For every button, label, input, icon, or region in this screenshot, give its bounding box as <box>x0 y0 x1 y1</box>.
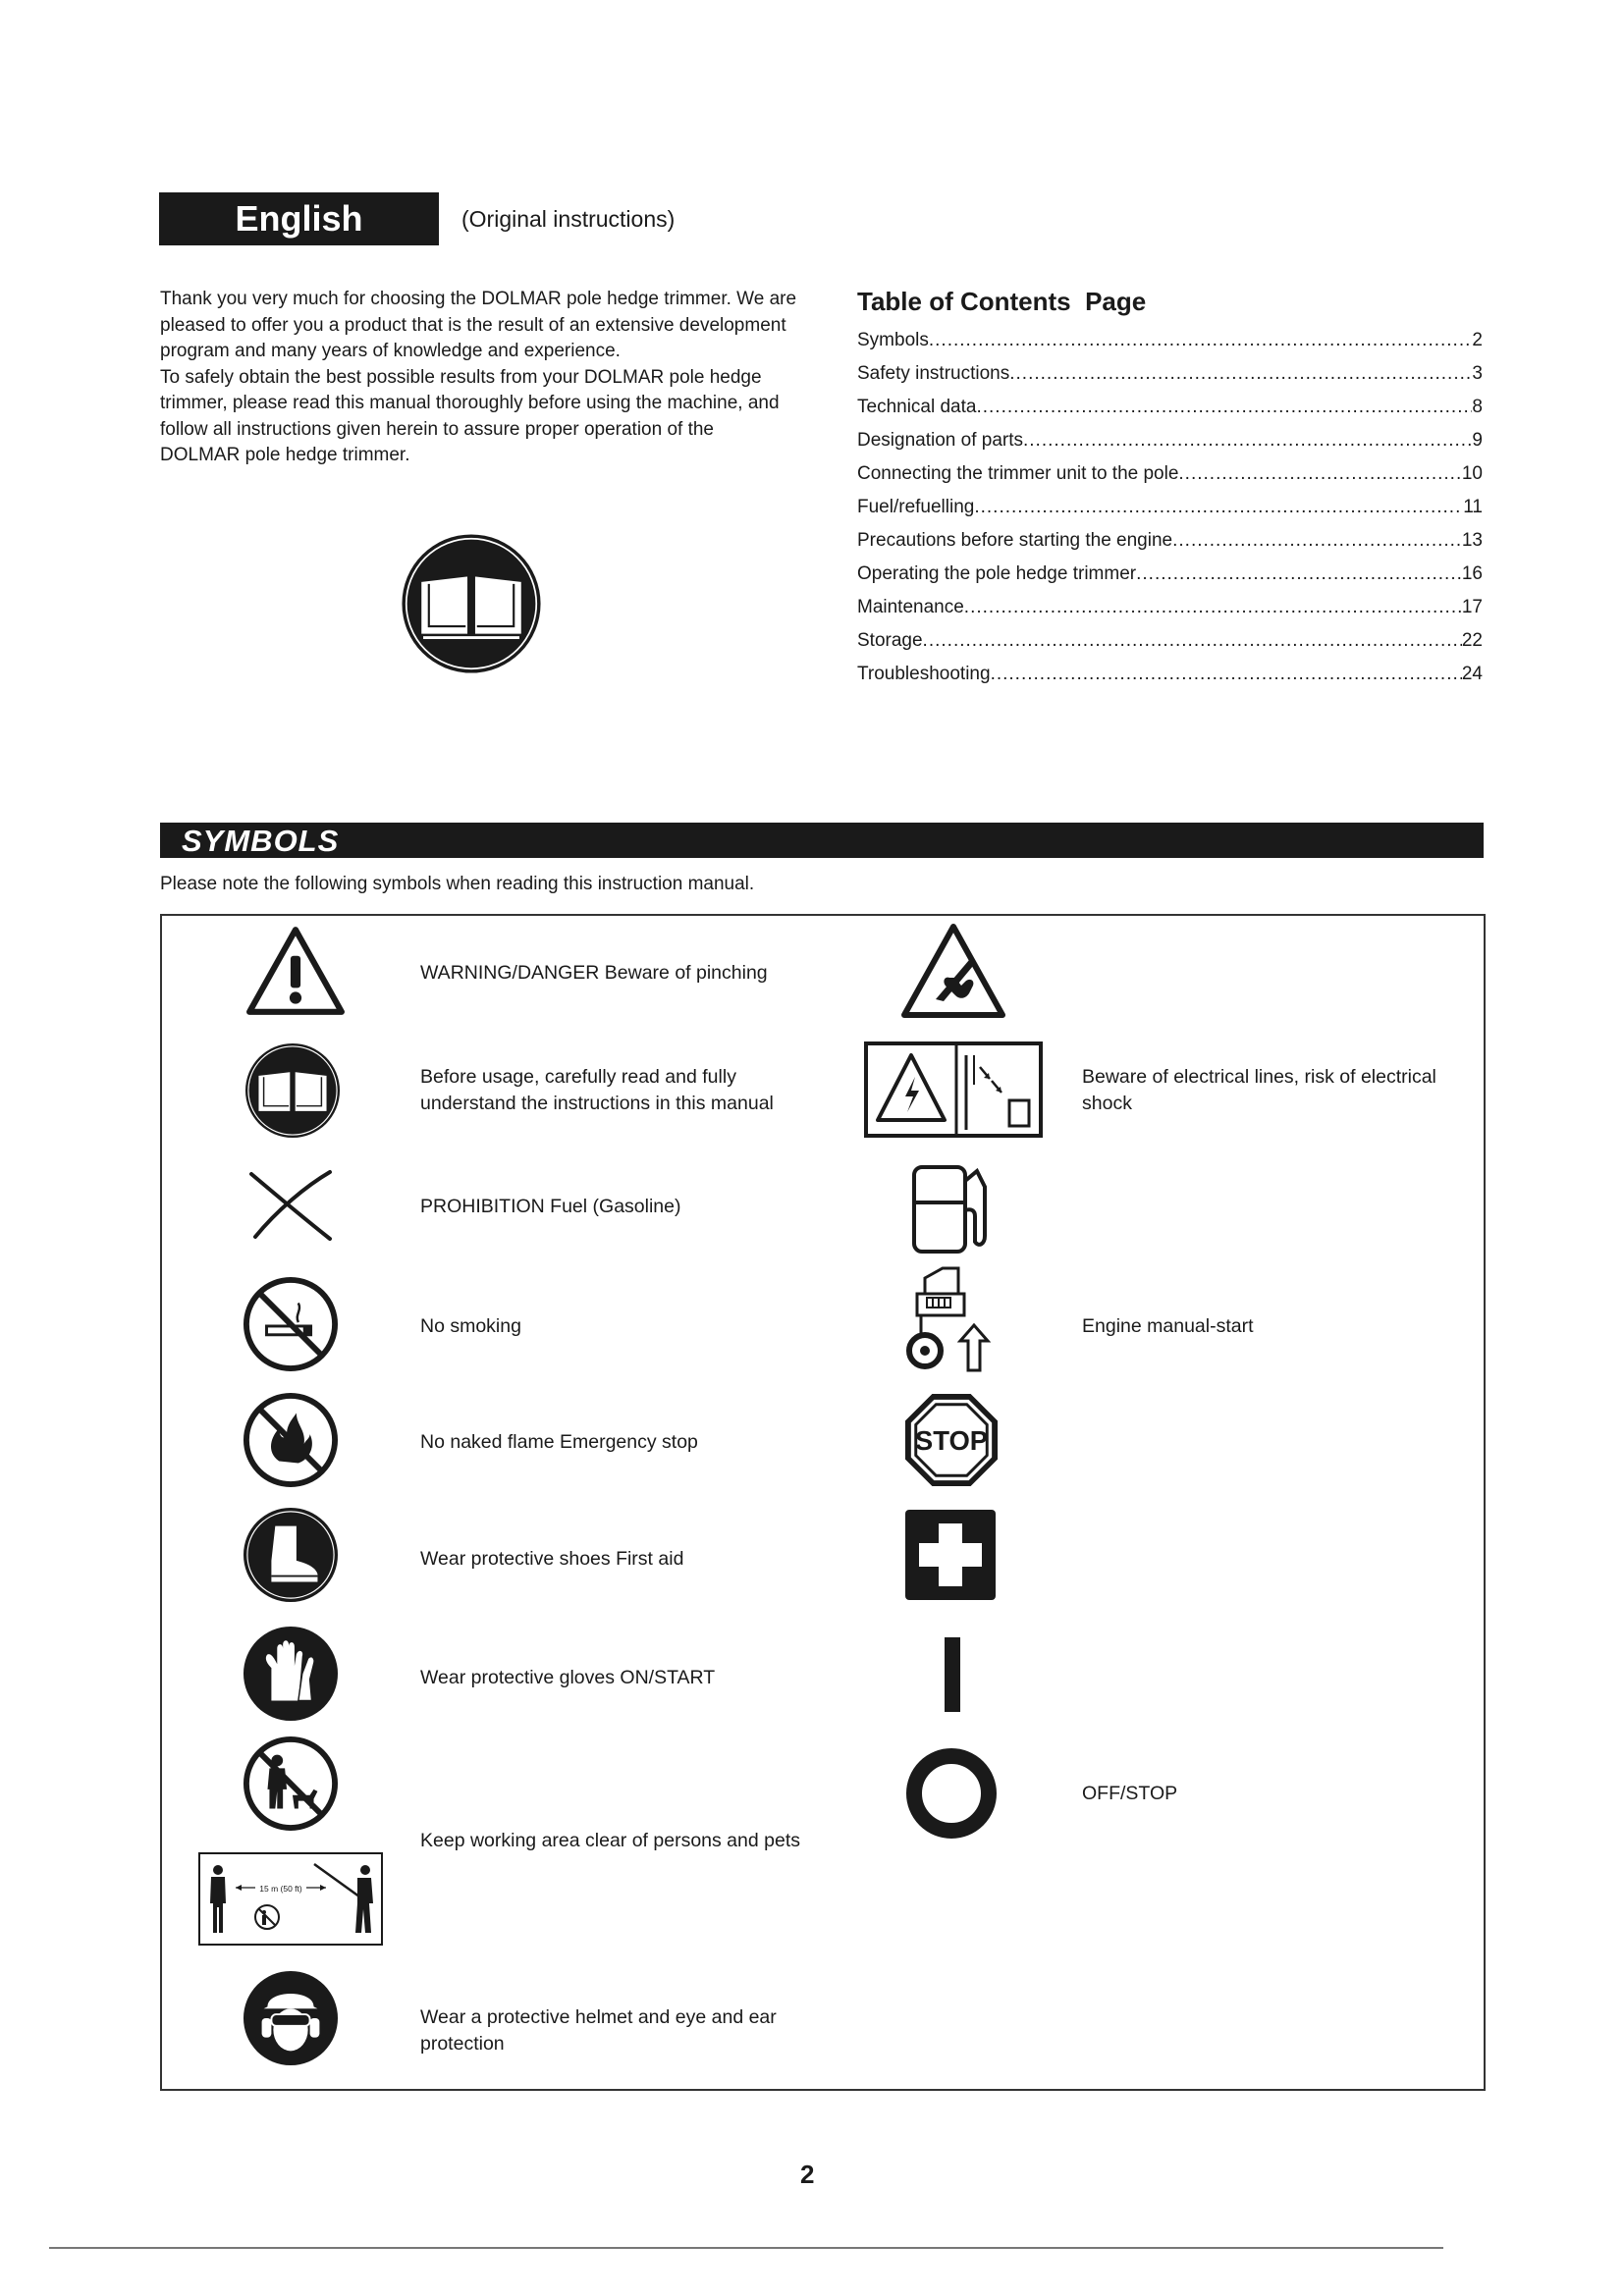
first-aid-icon <box>905 1510 996 1600</box>
electric-lines-icon <box>864 1041 1043 1138</box>
label-manual-start: Engine manual-start <box>1082 1315 1254 1337</box>
toc-item-title: Troubleshooting <box>857 664 991 684</box>
toc-item-troubleshooting[interactable] <box>857 658 1483 691</box>
toc-item-page: 11 <box>1463 497 1483 517</box>
distance-label: 15 m (50 ft) <box>259 1884 302 1894</box>
toc-item-page: 10 <box>1461 463 1483 484</box>
toc-item-operating[interactable] <box>857 558 1483 591</box>
toc-item-page: 16 <box>1461 563 1483 584</box>
toc-item-designation-of-parts[interactable] <box>857 424 1483 457</box>
no-flame-icon <box>243 1392 339 1488</box>
toc-item-page: 17 <box>1461 597 1483 617</box>
warning-icon <box>245 926 346 1016</box>
label-helmet: Wear a protective helmet and eye and ear protection <box>420 2006 777 2055</box>
toc-item-page: 3 <box>1472 363 1483 384</box>
pinch-icon <box>900 923 1006 1019</box>
toc-item-maintenance[interactable] <box>857 591 1483 624</box>
toc-item-connecting[interactable] <box>857 457 1483 491</box>
on-start-icon <box>945 1637 960 1712</box>
label-electric: Beware of electrical lines, risk of electrical shock <box>1082 1066 1436 1114</box>
toc-item-title: Safety instructions <box>857 363 1010 384</box>
label-no-smoking: No smoking <box>420 1315 521 1337</box>
intro-paragraph-2: To safely obtain the best possible results from your DOLMAR pole hedge trimmer, please read this manual thoroughly before using the machine, and follow all instructions given herein to assure proper operation of the DOLMAR pole hedge trimmer. <box>160 366 780 465</box>
toc-item-title: Operating the pole hedge trimmer <box>857 563 1137 584</box>
intro-text <box>160 287 798 469</box>
book-icon <box>244 1042 341 1139</box>
original-instructions-note: (Original instructions) <box>461 206 676 232</box>
language-tab: English <box>159 192 439 245</box>
stop-sign-text: STOP <box>914 1424 989 1456</box>
toc-item-technical-data[interactable] <box>857 391 1483 424</box>
toc-item-precautions[interactable] <box>857 524 1483 558</box>
cross-icon <box>247 1166 336 1243</box>
toc-item-title: Symbols <box>857 330 929 350</box>
page-number: 2 <box>800 2160 815 2189</box>
intro-paragraph-1: Thank you very much for choosing the DOLMAR pole hedge trimmer. We are pleased to offer you a product that is the result of an extensive development program and many years of knowledge and experience. <box>160 289 797 361</box>
label-shoes: Wear protective shoes First aid <box>420 1548 684 1570</box>
toc-item-page: 8 <box>1472 397 1483 417</box>
label-clear-area: Keep working area clear of persons and pets <box>420 1830 800 1851</box>
no-persons-icon <box>243 1735 339 1832</box>
label-prohibition: PROHIBITION Fuel (Gasoline) <box>420 1196 681 1217</box>
off-stop-icon <box>905 1747 998 1840</box>
label-off-stop: OFF/STOP <box>1082 1783 1178 1804</box>
label-warning: WARNING/DANGER Beware of pinching <box>420 962 768 984</box>
toc-item-title: Connecting the trimmer unit to the pole <box>857 463 1179 484</box>
stop-sign-icon <box>903 1392 1000 1488</box>
toc-item-title: Precautions before starting the engine <box>857 530 1173 551</box>
toc-item-safety-instructions[interactable] <box>857 357 1483 391</box>
helmet-icon <box>243 1970 339 2066</box>
toc-title <box>857 287 1146 317</box>
toc-item-title: Fuel/refuelling <box>857 497 975 517</box>
toc-item-page: 9 <box>1472 430 1483 451</box>
toc-item-title: Technical data <box>857 397 977 417</box>
footer-divider <box>49 2247 1443 2249</box>
toc-item-title: Maintenance <box>857 597 964 617</box>
label-gloves: Wear protective gloves ON/START <box>420 1667 716 1688</box>
toc-item-page: 24 <box>1461 664 1483 684</box>
shoes-icon <box>243 1507 339 1603</box>
toc-page-label: Page <box>1085 287 1147 316</box>
table-of-contents <box>857 324 1483 691</box>
manual-start-icon <box>903 1264 994 1374</box>
gloves-icon <box>243 1626 339 1722</box>
toc-title-text: Table of Contents <box>857 287 1071 316</box>
distance-icon <box>198 1852 383 1946</box>
label-read-manual: Before usage, carefully read and fully understand the instructions in this manual <box>420 1066 774 1114</box>
toc-item-symbols[interactable] <box>857 324 1483 357</box>
book-icon <box>401 533 542 674</box>
symbols-header-bar <box>160 823 1484 858</box>
label-no-flame: No naked flame Emergency stop <box>420 1431 698 1453</box>
toc-item-fuel[interactable] <box>857 491 1483 524</box>
toc-item-title: Storage <box>857 630 923 651</box>
toc-item-title: Designation of parts <box>857 430 1023 451</box>
symbols-note: Please note the following symbols when reading this instruction manual. <box>160 874 755 894</box>
no-smoking-icon <box>243 1276 339 1372</box>
fuel-pump-icon <box>908 1161 999 1255</box>
toc-item-page: 22 <box>1461 630 1483 651</box>
toc-item-storage[interactable] <box>857 624 1483 658</box>
toc-item-page: 2 <box>1472 330 1483 350</box>
symbols-title: SYMBOLS <box>182 824 340 858</box>
toc-item-page: 13 <box>1461 530 1483 551</box>
